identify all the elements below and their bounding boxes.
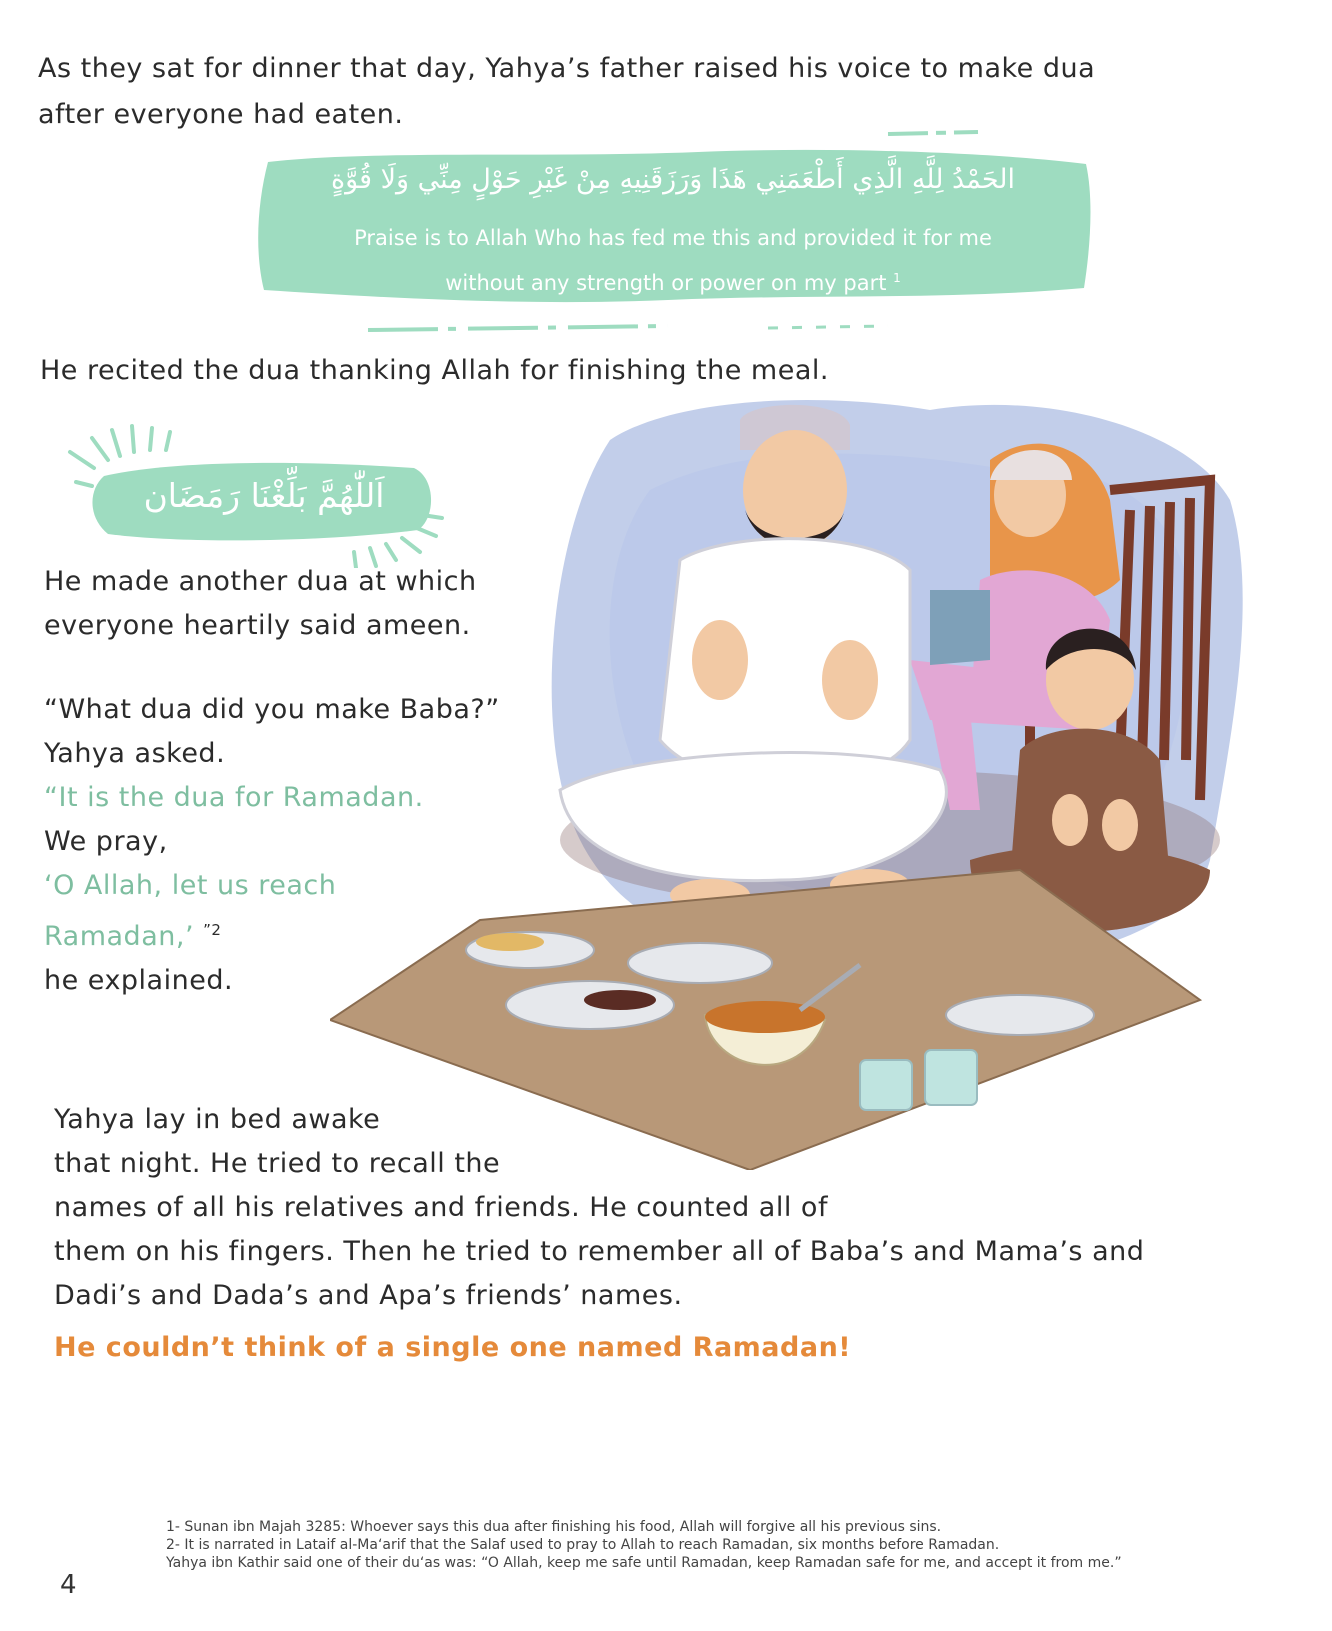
- translation-line: without any strength or power on my part $^1$: [445, 271, 901, 295]
- story-line: “What dua did you make Baba?”: [44, 694, 500, 725]
- dua-translation: [288, 218, 1058, 303]
- story-line: everyone heartily said ameen.: [44, 610, 471, 641]
- recited-text: He recited the dua thanking Allah for finishing the meal.: [40, 355, 829, 386]
- page-number: 4: [60, 1570, 77, 1600]
- translation-line: Praise is to Allah Who has fed me this and provided it for me: [354, 226, 992, 250]
- dua-arabic: الحَمْدُ لِلَّهِ الَّذِي أَطْعَمَنِي هَذَا وَرَزَقَنِيهِ مِنْ غَيْرِ حَوْلٍ مِنِّي وَلَا قُوَّةٍ: [331, 164, 1015, 195]
- bedtime-line: Yahya lay in bed awake: [54, 1104, 381, 1135]
- bedtime-paragraph: [54, 1098, 1144, 1370]
- intro-line: As they sat for dinner that day, Yahya’s father raised his voice to make dua: [38, 53, 1096, 84]
- dua-banner: [248, 130, 1098, 340]
- story-line: he explained.: [44, 965, 234, 996]
- bedtime-line: that night. He tried to recall the: [54, 1148, 501, 1179]
- family-dinner-illustration: [330, 380, 1250, 1170]
- story-line: Yahya asked.: [44, 738, 226, 769]
- illustration-svg: [330, 380, 1250, 1170]
- answer-line: “It is the dua for Ramadan.: [44, 782, 424, 813]
- ramadan-dua-arabic: اَللّٰهُمَّ بَلِّغْنَا رَمَضَان: [143, 476, 385, 515]
- footnote-1: 1- Sunan ibn Majah 3285: Whoever says this dua after finishing his food, Allah will forgive all his previous sins.: [166, 1519, 942, 1535]
- highlight-line: He couldn’t think of a single one named Ramadan!: [54, 1332, 852, 1363]
- bedtime-line: names of all his relatives and friends. He counted all of: [54, 1192, 828, 1223]
- footnotes: [166, 1518, 1122, 1572]
- footnote-2-continued: Yahya ibn Kathir said one of their du‘as was: “O Allah, keep me safe until Ramadan, keep Ramadan safe for me, and accept it from me.”: [166, 1555, 1122, 1571]
- story-line: He made another dua at which: [44, 566, 477, 597]
- answer-line: ‘O Allah, let us reach: [44, 870, 337, 901]
- answer-line: Ramadan,’ $^{”2}$: [44, 921, 222, 952]
- intro-paragraph: [38, 46, 1095, 138]
- footnote-ref: 1: [893, 271, 901, 285]
- intro-line: after everyone had eaten.: [38, 99, 404, 130]
- footnote-ref: ”2: [203, 921, 222, 939]
- bedtime-line: them on his fingers. Then he tried to remember all of Baba’s and Mama’s and: [54, 1236, 1145, 1267]
- footnote-2: 2- It is narrated in Lataif al-Ma‘arif that the Salaf used to pray to Allah to reach Ramadan, six months before Ramadan.: [166, 1537, 1000, 1553]
- bedtime-line: Dadi’s and Dada’s and Apa’s friends’ names.: [54, 1280, 683, 1311]
- story-line: We pray,: [44, 826, 168, 857]
